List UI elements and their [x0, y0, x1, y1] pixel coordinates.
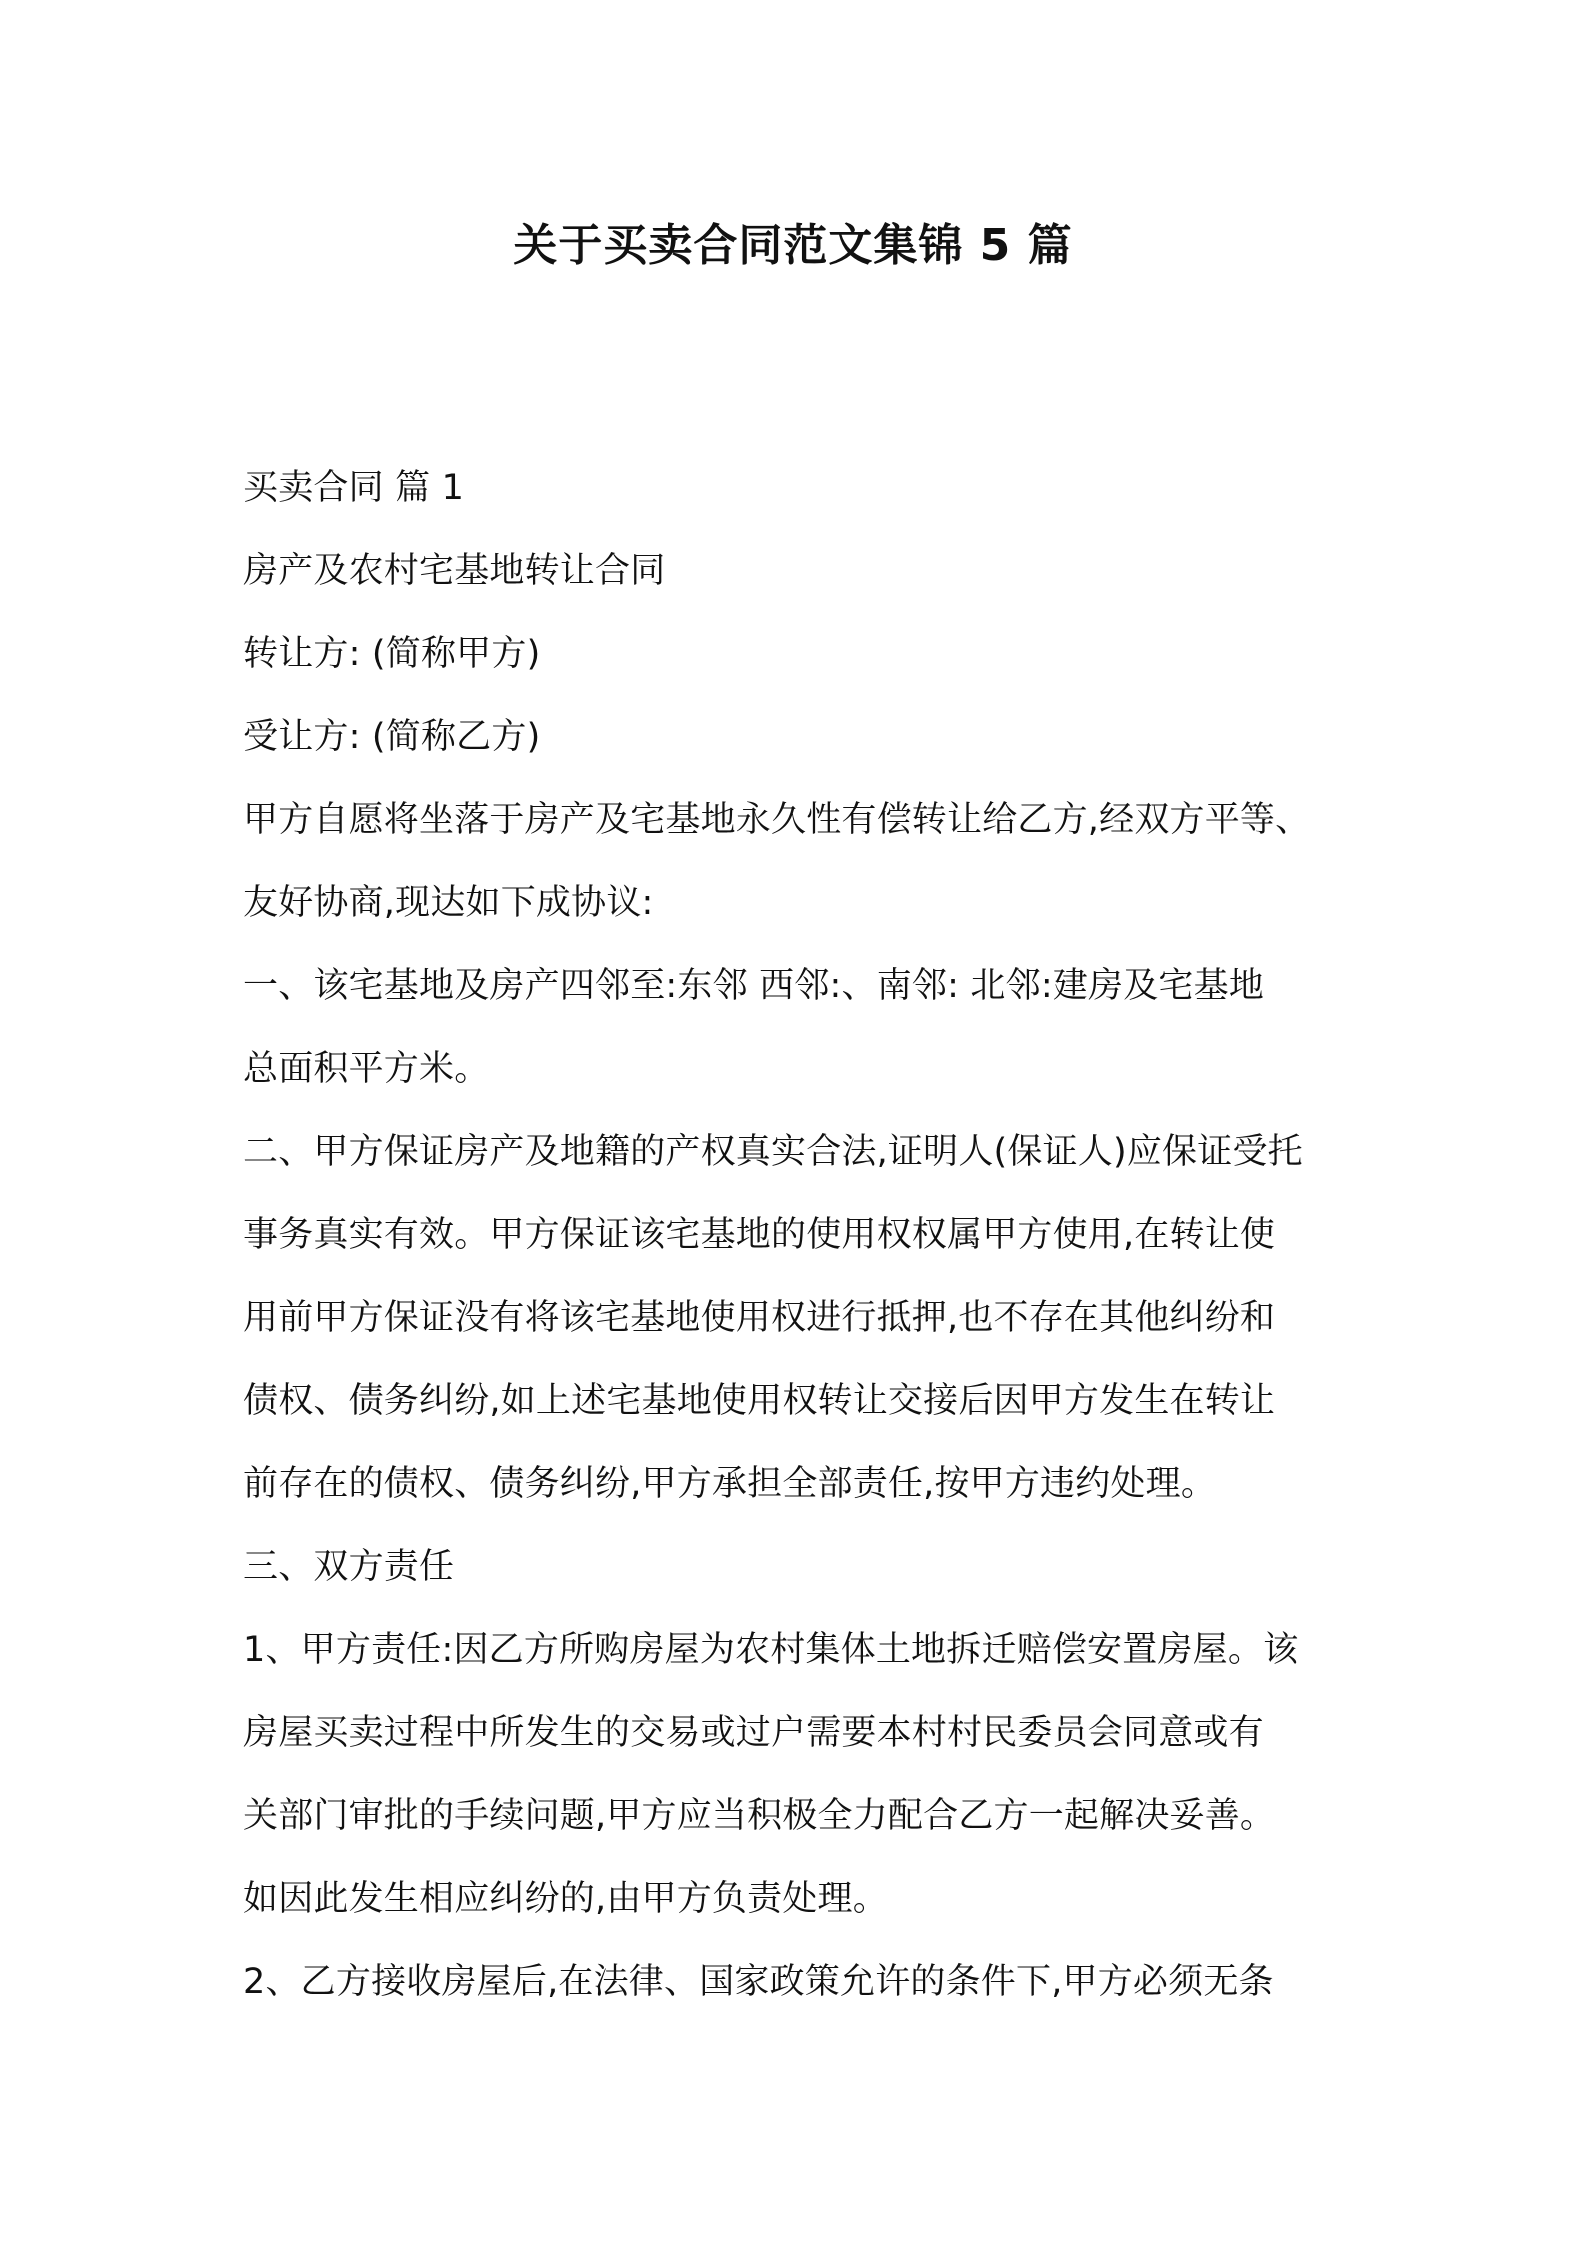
body-line: 用前甲方保证没有将该宅基地使用权进行抵押,也不存在其他纠纷和: [243, 1298, 1276, 1338]
document-body: [243, 447, 1363, 2024]
body-line: 友好协商,现达如下成协议:: [243, 883, 654, 923]
clause-heading: 三、双方责任: [243, 1547, 455, 1587]
transferor-line: 转让方: (简称甲方): [243, 634, 541, 674]
section-heading: 买卖合同 篇 1: [243, 468, 465, 508]
body-line: 关部门审批的手续问题,甲方应当积极全力配合乙方一起解决妥善。: [243, 1796, 1276, 1836]
body-line: 事务真实有效。甲方保证该宅基地的使用权权属甲方使用,在转让使: [243, 1215, 1276, 1255]
transferee-line: 受让方: (简称乙方): [243, 717, 541, 757]
body-line: 债权、债务纠纷,如上述宅基地使用权转让交接后因甲方发生在转让: [243, 1381, 1276, 1421]
body-line: 一、该宅基地及房产四邻至:东邻 西邻:、南邻: 北邻:建房及宅基地: [243, 966, 1265, 1006]
body-line: 房屋买卖过程中所发生的交易或过户需要本村村民委员会同意或有: [243, 1713, 1264, 1753]
body-line: 甲方自愿将坐落于房产及宅基地永久性有偿转让给乙方,经双方平等、: [243, 800, 1311, 840]
body-line: 二、甲方保证房产及地籍的产权真实合法,证明人(保证人)应保证受托: [243, 1132, 1303, 1172]
body-line: 前存在的债权、债务纠纷,甲方承担全部责任,按甲方违约处理。: [243, 1464, 1217, 1504]
body-line: 总面积平方米。: [243, 1049, 490, 1089]
body-line: 如因此发生相应纠纷的,由甲方负责处理。: [243, 1879, 888, 1919]
body-line: 2、乙方接收房屋后,在法律、国家政策允许的条件下,甲方必须无条: [243, 1962, 1274, 2002]
contract-name: 房产及农村宅基地转让合同: [243, 551, 666, 591]
document-title: 关于买卖合同范文集锦 5 篇: [513, 220, 1073, 271]
body-line: 1、甲方责任:因乙方所购房屋为农村集体土地拆迁赔偿安置房屋。该: [243, 1630, 1299, 1670]
